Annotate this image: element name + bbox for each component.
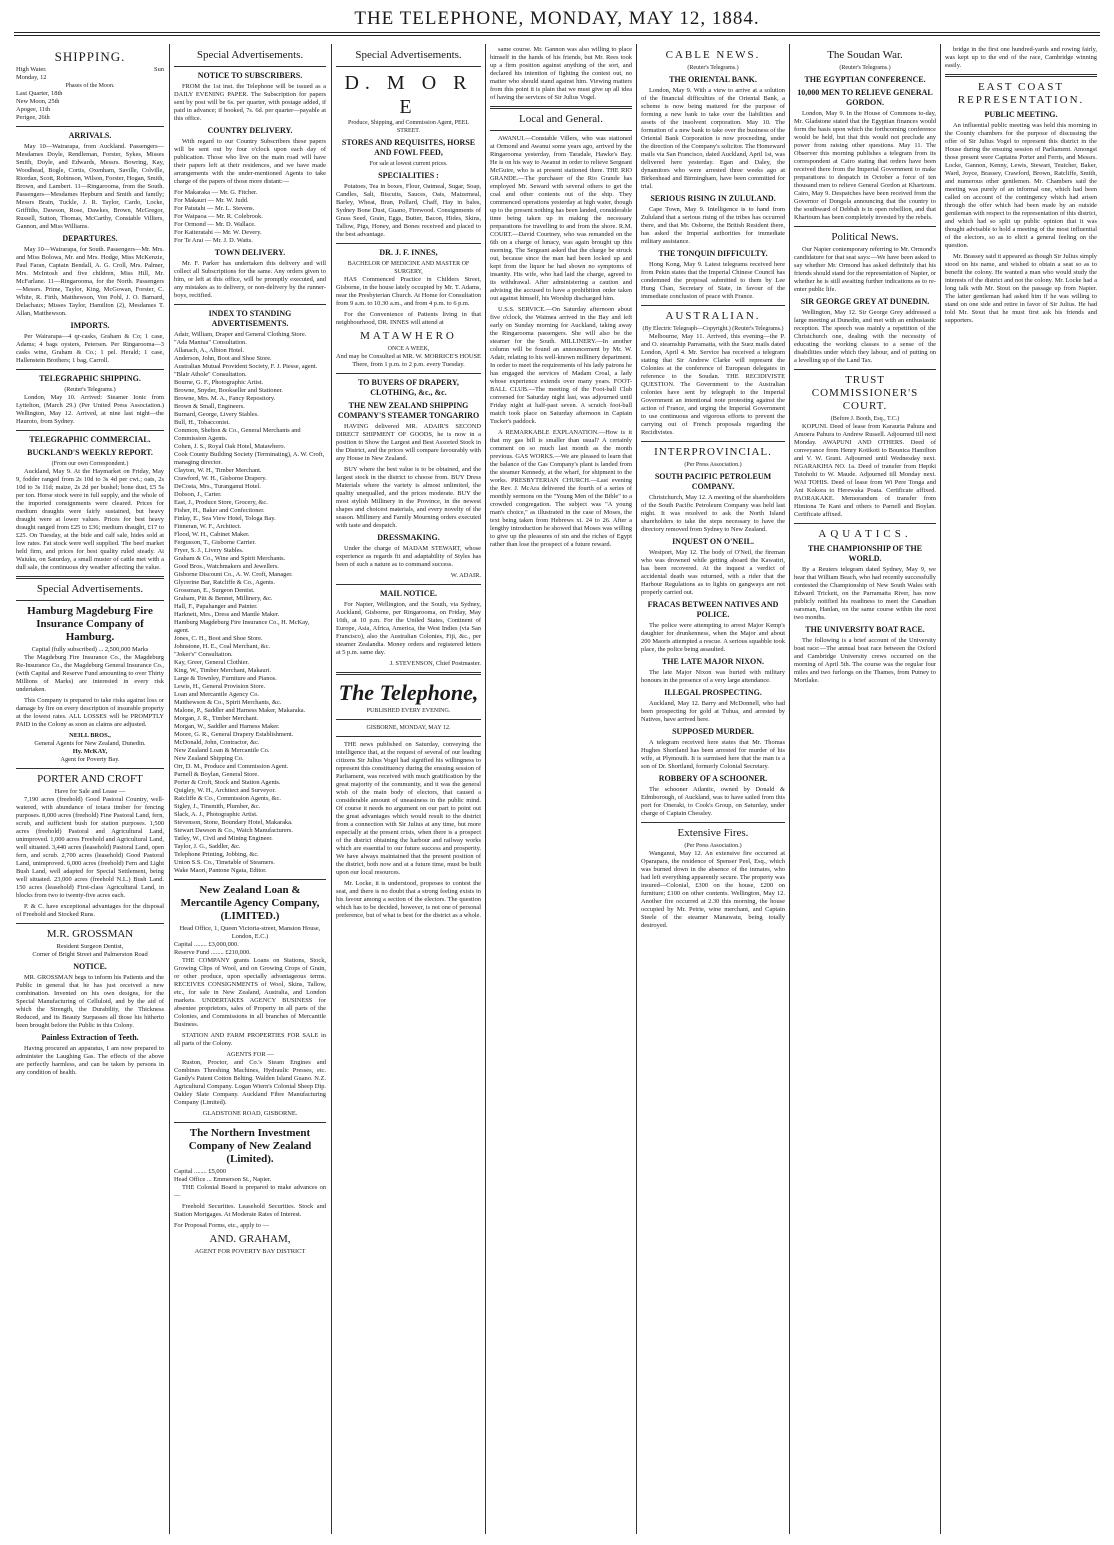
index-item: Stewart Dawson & Co., Watch Manufacturers. bbox=[174, 827, 293, 834]
sir-george-text: Wellington, May 12. Sir George Grey addressed a large meeting at Dunedin, and met with an enthusiastic reception. The speech was mainly a repetition of the Christchurch one, dealing with the necessity of educating the working classes to a sense of the disabilities under which they labour, and of putting on a levelling up of the Land Tax. bbox=[794, 309, 936, 364]
separator bbox=[794, 226, 936, 227]
nzloan-office: Head Office, 1, Queen Victoria-street, Mansion House, London, E.C.) bbox=[179, 925, 321, 940]
index-item: Moore, G. R., General Drapery Establishment. bbox=[174, 731, 294, 738]
column-5 bbox=[641, 46, 785, 1526]
illegal-heading: ILLEGAL PROSPECTING. bbox=[664, 688, 762, 697]
index-item: Wake Maori, Pantone Ngata, Editor. bbox=[174, 867, 267, 874]
leader-text-2: Mr. Locke, it is understood, proposes to contest the seat, and there is no doubt that a strong feeling exists in his favour among a section of the electors. The question which has to be decided, however, is not one of personal preference, but of what is best for the district as a whole. bbox=[336, 880, 481, 919]
special-ads-heading: Special Advertisements. bbox=[196, 49, 304, 61]
local-items-3: A REMARKABLE EXPLANATION.—How is it that my gas bill is smaller than usual? A certainly comment on so much last month as the month previous. GAS WORKS.—We are pleased to learn that the balance of the Gas Company's plant is landed from the steamer Kennedy, at the wharf, for shipment to the works. PRESBYTERIAN CHURCH.—Last evening the Rev. J. McAra delivered the fourth of a series of monthly sermons on the "Young Men of the Bible" to a crowded congregation. The subject was "A young man's choice," as illustrated in the case of Moses, the text being taken from Hebrews xi. 24 to 26. After a lengthy introduction he showed that Moses was willing to give up the pleasures of sin and the riches of Egypt rather than lose the prospect of a future reward. bbox=[490, 429, 632, 548]
innes-text-2: For the Convenience of Patients living in that neighbourhood, DR. INNES will attend at bbox=[336, 311, 481, 326]
innes-title: DR. J. F. INNES, bbox=[379, 248, 438, 257]
dmore-sub: Produce, Shipping, and Commission Agent, PEEL STREET. bbox=[348, 120, 469, 134]
index-item: "Joker's" Consultation. bbox=[174, 651, 233, 658]
tide-table bbox=[16, 66, 164, 74]
south-pacific-heading: SOUTH PACIFIC PETROLEUM COMPANY. bbox=[654, 472, 772, 491]
leader-text: THE news published on Saturday, conveying the intelligence that, at the request of several of our leading citizens Sir Julius Vogel had signified his willingness to represent this constituency during the ensuing session of Parliament, was received with much gratification by the great majority of the community, and it was the general wish of the main body of electors, that caused a considerable amount of uneasiness in the public mind. Of course it needs no argument on our part to point out the great advantages which would result to the district from a connection with Sir Julius at any time, but more especially at the present crisis, when there is a prospect of the district obtaining the harbour and railway works which are essential to our future success and prosperity. We have always maintained that the present position of the district, both now and at a future time, must be built upon our local resources. bbox=[336, 741, 481, 876]
trust-text: KOPUNI. Deed of lease from Karauria Pahura and Amoera Pahura to Andrew Russell. Adjourned till next Monday. AWAPUNI AND OTHERS. Deed of conveyance from Henry Kotikoti to Bounica Hamilton and V. W. Grant. Adjourned until Wednesday next. NGARAKIHA NO. 1a. Deed of transfer from Hepiki Tutohohi to W. Maude. Adjourned till Monday next. WAI TOHIS. Deed of lease from Wi Pere Tonga and Ani Kokora to Herewaka Poata. Certificate affixed. PAORAKAKE. Memorandum of transfer from Himiona Te Kani and others to Parnell and Boylan. Certificate affixed. bbox=[794, 423, 936, 518]
column-1 bbox=[16, 46, 164, 1526]
mail-notice-heading: MAIL NOTICE. bbox=[380, 589, 437, 598]
index-item: Flood, W. H., Cabinet Maker. bbox=[174, 531, 250, 538]
egyptian-conf-heading: THE EGYPTIAN CONFERENCE. bbox=[804, 75, 926, 84]
sir-george-heading: SIR GEORGE GREY AT DUNEDIN. bbox=[800, 297, 930, 306]
east-coast-heading: EAST COAST REPRESENTATION. bbox=[957, 81, 1085, 106]
station-land: STATION AND FARM PROPERTIES FOR SALE in all parts of the Colony. bbox=[174, 1032, 326, 1047]
agent-item: For Makaraka — Mr. G. Fitcher. bbox=[174, 189, 258, 196]
stores-sub: For sale at lowest current prices. bbox=[369, 161, 448, 167]
index-item: Fergusson, T., Gisborne Carrier. bbox=[174, 539, 256, 546]
moon-phases-title: Phases of the Moon. bbox=[65, 83, 115, 89]
separator bbox=[641, 822, 785, 823]
separator bbox=[16, 576, 164, 579]
notice-subscribers-heading: NOTICE TO SUBSCRIBERS. bbox=[197, 71, 303, 80]
index-item: Fryer, S. J., Livery Stables. bbox=[174, 547, 244, 554]
separator bbox=[336, 672, 481, 675]
zululand-heading: SERIOUS RISING IN ZULULAND. bbox=[650, 194, 776, 203]
agents-for-heading: AGENTS FOR — bbox=[226, 1051, 274, 1058]
separator bbox=[641, 305, 785, 306]
fracas-text: The police were attempting to arrest Major Kemp's daughter for drunkenness, when the Major and about 200 Maoris attempted a rescue. A serious squabble took place, the police being assaulted. bbox=[641, 622, 785, 653]
index-item: Porter & Croft, Stock and Station Agents. bbox=[174, 779, 281, 786]
index-item: Kay, Greer, General Clothier. bbox=[174, 659, 249, 666]
imports-text: Per Wairarapa—4 qr-casks, Graham & Co; 1 case, Adams; 4 bags oysters, Petersen. Per Ringarooma—3 casks wine, Graham & Co.; 1 pel. Herald; 1 case, Hallenstein Brothers; 1 bag, Carroll. bbox=[16, 333, 164, 364]
schooner-text: The schooner Atlantic, owned by Donald & Edmborough, of Auckland, was to have sailed from this port for Oneraki, to Cook's Group, on Saturday, under charge of Captain Chessley. bbox=[641, 786, 785, 817]
index-item: Burnard, George, Livery Stables. bbox=[174, 411, 259, 418]
separator bbox=[794, 523, 936, 524]
col4-intro: same course. Mr. Gannon was also willing to place himself in the hands of his friends, but Mr. Rees took up a firm position against anything of the sort, and declared his intention of fighting the contest out, no matter who should stand against him. Viewing matters from this point it is plain that we must give up all idea of having the services of Sir Julius Vogel. bbox=[490, 46, 632, 101]
fracas-heading: FRACAS BETWEEN NATIVES AND POLICE. bbox=[647, 600, 779, 619]
proposal-line: For Proposal Forms, etc., apply to — bbox=[174, 1222, 269, 1229]
separator bbox=[945, 74, 1097, 77]
index-item: New Zealand Shipping Co. bbox=[174, 755, 244, 762]
index-item: Bourne, G. F., Photographic Artist. bbox=[174, 379, 264, 386]
nzloan-capital: Capital ........ £3,000,000. bbox=[174, 941, 239, 948]
index-item: New Zealand Loan & Mercantile Co. bbox=[174, 747, 270, 754]
index-item: Graham & Co., Wine and Spirit Merchants. bbox=[174, 555, 286, 562]
special-ads-heading: Special Advertisements. bbox=[36, 583, 144, 595]
separator bbox=[16, 369, 164, 370]
separator bbox=[16, 923, 164, 924]
imports-heading: IMPORTS. bbox=[70, 321, 110, 330]
index-item: Adair, William, Draper and General Clothing Store. bbox=[174, 331, 307, 338]
index-item: Stevenson, Stone, Boundary Hotel, Makaraka. bbox=[174, 819, 293, 826]
separator bbox=[16, 768, 164, 769]
northern-title: The Northern Investment Company of New Zealand (Limited). bbox=[188, 1127, 312, 1165]
public-meeting-heading: PUBLIC MEETING. bbox=[984, 110, 1058, 119]
hamburg-title: Hamburg Magdeburg Fire Insurance Company of Hamburg. bbox=[27, 605, 153, 643]
index-item: Cook County Building Society (Terminating), A. W. Croft, managing director. bbox=[174, 451, 325, 466]
separator bbox=[490, 130, 632, 131]
column-6 bbox=[794, 46, 936, 1526]
murder-text: A telegram received here states that Mr. Thomas Hughes Shortland has been arrested for murder of his wife, at Plymouth. It is surmised here that the man is a son of Dr. Shortland, formerly Colonial Secretary. bbox=[641, 739, 785, 770]
soudan-text: London, May 9. In the House of Commons to-day, Mr. Gladstone stated that the Egyptian finances would form the basis upon which the forthcoming conference would be held, but that this would not preclude any power from raising other questions. May 11. The Observer this morning publishes a telegram from its correspondent at Cairo stating that orders have been received there from the Imperial Government to make preparations to despatch in October a force of ten thousand men to relieve General Gordon at Khartoum. Cairo, May 9. Despatches have been received from the Governor of Dongola announcing that the country to the southward of Debbah is in open rebellion, and that Khartoum has been completely invested by the rebels. bbox=[794, 110, 936, 221]
fires-text: Wanganui, May 12. An extensive fire occurred at Oparapara, the residence of Spenser Peel, Esq., which was burned down in the absence of the inmates, who had left everything apparently secure. The property was insured—Colonial, £300 on the house, £200 on furniture; £100 on other contents. Wellington, May 12. Another fire occurred at 2.30 this morning, the house occupied by Mr. Petrie, wine merchant, and Captain Steele of the steamer Manawatu, being totally destroyed. bbox=[641, 850, 785, 929]
championship-heading: THE CHAMPIONSHIP OF THE WORLD. bbox=[807, 544, 922, 563]
country-delivery-text: With regard to our Country Subscribers these papers will be sent out by four o'clock upon each day of publication. Those who live on the main road will have their papers left at their residences, and we have made arrangements with the under-mentioned Agents to take charge of the papers of those more distant:— bbox=[174, 138, 326, 185]
separator bbox=[336, 66, 481, 67]
nzshipping-title: THE NEW ZEALAND SHIPPING COMPANY'S STEAMER TONGARIRO bbox=[337, 401, 480, 420]
index-item: Finlay, E., Sea View Hotel, Tologa Bay. bbox=[174, 515, 276, 522]
index-item: "Ada Mantua" Consultation. bbox=[174, 339, 247, 346]
notice-heading: NOTICE. bbox=[73, 962, 107, 971]
buy-lines: BUY where the best value is to be obtained, and the largest stock in the district to choose from. BUY Dress Materials where the variety is almost unlimited, the quality unequalled, and the prices moderate. BUY the most stylish Millinery in the Province, in the newest shapes and choicest materials, and every novelty of the season. Millinery and Family Mourning orders executed with taste and despatch. bbox=[336, 466, 481, 529]
index-item: Bull, H., Tobacconist. bbox=[174, 419, 230, 426]
adair-sig: W. ADAIR. bbox=[450, 572, 481, 579]
mckay: Hy. McKAY, bbox=[72, 748, 108, 755]
illegal-text: Auckland, May 12. Barry and McDonnell, who had been prospecting for gold at Tuhua, and arrested by Natives, have arrived here. bbox=[641, 700, 785, 723]
index-item: Sigley, J., Tinsmith, Plumber, &c. bbox=[174, 803, 261, 810]
agent-item: For Makauri — Mr. W. Judd. bbox=[174, 197, 249, 204]
arrivals-heading: ARRIVALS. bbox=[68, 131, 112, 140]
major-nixon-heading: THE LATE MAJOR NIXON. bbox=[661, 657, 765, 666]
nzloan-reserve: Reserve Fund ........ £210,000. bbox=[174, 949, 251, 956]
cable-source: (Reuter's Telegrams.) bbox=[687, 65, 739, 71]
separator bbox=[794, 369, 936, 370]
index-item: Glycerine Bar, Ratcliffe & Co., Agents. bbox=[174, 579, 275, 586]
graham-name: AND. GRAHAM, bbox=[209, 1233, 291, 1245]
australian-heading: AUSTRALIAN. bbox=[665, 310, 761, 322]
schooner-heading: ROBBERY OF A SCHOONER. bbox=[658, 774, 768, 783]
notice-subscribers-text: FROM the 1st inst. the Telephone will be issued as a DAILY EVENING PAPER. The Subscription for papers sent by post will be 6s. per quarter, with postage added, if paid in advance; if booked, 7s. 6d. per quarter—payable at this office. bbox=[174, 83, 326, 122]
trust-court-heading: TRUST COMMISSIONER'S COURT. bbox=[811, 374, 919, 412]
soudan-heading: The Soudan War. bbox=[827, 49, 903, 61]
index-item: Browne, Mrs. M. A., Fancy Repository. bbox=[174, 395, 276, 402]
dmore-title: D. M O R E bbox=[344, 72, 473, 118]
index-item: "Blair Athole" Consultation. bbox=[174, 371, 247, 378]
column-3 bbox=[336, 46, 481, 1526]
index-item: Large & Townley, Furniture and Pianos. bbox=[174, 675, 277, 682]
ten-thousand-heading: 10,000 MEN TO RELIEVE GENERAL GORDON. bbox=[797, 88, 933, 107]
hamburg-text-2: This Company is prepared to take risks against loss or damage by fire on every description of insurable property at the lowest rates. ALL LOSSES will be PROMPTLY PAID in the Colony as soon as claims are adjusted. bbox=[16, 697, 164, 728]
telegraphic-shipping-heading: TELEGRAPHIC SHIPPING. bbox=[39, 374, 141, 383]
once-week: ONCE A WEEK, bbox=[387, 346, 430, 352]
morrice-time: There, from 1 p.m. to 2 p.m. every Tuesday. bbox=[352, 361, 465, 368]
oriental-bank-heading: THE ORIENTAL BANK. bbox=[669, 75, 757, 84]
local-items: AWANUI.—Constable Villers, who was stationed at Ormond and Awanui some years ago, arrived by the Ringarooma yesterday, from Taradale, Hawke's Bay. He is on his way to Awanui in order to relieve Sergeant McGuire, who is at present stationed there. THE RIO GRANDE.—The purchaser of the Rio Grande has employed Mr. Seward with several others to get the coal and other contents out of the ship. They commenced operations yesterday at high water, though up to the present nothing has been landed, considerable time being taken up in making the necessary preparations for travelling to and from the shore. R.M. COURT.—David Courtney, who was remanded on the 6th on a charge of lunacy, was again brought up this morning. The Sergeant asked that the charge be struck out, because since the man had been locked up and kept from the liquor he had shown no symptoms of insanity. His wife, who had laid the charge, agreed to its withdrawal. After administering a caution and advising the accused to have a prohibition order taken out against himself, his Worship discharged him. bbox=[490, 135, 632, 302]
south-pacific-text: Christchurch, May 12. A meeting of the shareholders of the South Pacific Petroleum Company was held last night. It was resolved to ask the North Island shareholders to take the steps necessary to have the directory removed from Sydney to New Zealand. bbox=[641, 494, 785, 533]
inquest-text: Westport, May 12. The body of O'Neil, the fireman who was drowned while getting aboard the Kawatiri, has been recovered. At the inquest a verdict of accidental death was returned, with a rider that the Harbour Regulations as to lights on gangways are not properly carried out. bbox=[641, 549, 785, 596]
grossman-title: M.R. GROSSMAN bbox=[46, 928, 134, 940]
dressmaking-heading: DRESSMAKING. bbox=[377, 533, 440, 542]
nzloan-title: New Zealand Loan & Mercantile Agency Company, (LIMITED.) bbox=[180, 884, 320, 922]
porter-croft-note: P. & C. have exceptional advantages for the disposal of Freehold and Stocked Runs. bbox=[16, 903, 164, 918]
colonial-list: Freehold Securities. Leasehold Securities. Stock and Station Mortgages. At Moderate Rates of Interest. bbox=[174, 1203, 326, 1218]
northern-office: Head Office ... Emmerson St., Napier. bbox=[174, 1176, 272, 1183]
east-coast-text-2: Mr. Brassey said it appeared as though Sir Julius simply stood on his name, and wished to obtain a seat so as to benefit the colony. He wanted a man who would study the interests of the district and not the colony. Mr. Locke had a long talk with Mr. Stout on the passage up from Napier. The latter gentleman had asked him if he was willing to stand on one side and retire in favor of Sir Julius. He had told Mr. Stout that he must first ask his friends and supporters. bbox=[945, 253, 1097, 324]
buckland-text: Auckland, May 9. At the Haymarket on Friday, May 9, fodder ranged from 2s 10d to 3s 4d per cwt.; oats, 2s 10d to 3s 11d; maize, 2s 2d per bushel; bone dust, £5 5s per ton. Horse stock were in full supply, and the whole of the imported consignments were cleared. Prices for medium draughts were fairly sustained, but heavy draught were at lower values. Prices for best heavy draught ranged from £25 to £36; medium draught, £17 to £25. On Tuesday, at the bide and calf sale, hides sold at low rates. Fat stock were well supplied. The beef market held firm, and prices for best quality ruled steady. At Waiuku, on Saturday, a small muster of cattle met with a dull sale, the continuous dry weather affecting the value. bbox=[16, 468, 164, 571]
fires-heading: Extensive Fires. bbox=[677, 827, 749, 839]
column-divider bbox=[485, 44, 486, 1534]
index-item: Matthewson & Co., Spirit Merchants, &c. bbox=[174, 699, 282, 706]
town-delivery-text: Mr. F. Parker has undertaken this delivery and will collect all Subscriptions for the same. Any orders given to him, or left at this office, will be promptly executed, and any mistakes as to delivery, or non-delivery by the runner-boys, rectified. bbox=[174, 260, 326, 299]
index-item: Common, Shelton & Co., General Merchants and Commission Agents. bbox=[174, 427, 301, 442]
index-item: McDonald, John, Contractor, &c. bbox=[174, 739, 260, 746]
colonial-bank-text: THE Colonial Board is prepared to make advances on— bbox=[174, 1184, 326, 1199]
separator bbox=[174, 66, 326, 67]
agent-item: For Kaiteratahi — Mr. W. Devery. bbox=[174, 229, 262, 236]
morrice: And may be Consulted at MR. W. MORRICE'S HOUSE bbox=[336, 353, 481, 360]
agent-line: GLADSTONE ROAD, GISBORNE. bbox=[202, 1110, 298, 1117]
index-item: Ratcliffe & Co., Commission Agents, &c. bbox=[174, 795, 281, 802]
masthead-rule bbox=[14, 32, 1100, 33]
shipping-heading: SHIPPING. bbox=[54, 49, 126, 64]
index-item: Harknett, Mrs., Dress and Mantle Maker. bbox=[174, 611, 280, 618]
special-ads-heading: Special Advertisements. bbox=[355, 49, 462, 61]
political-heading: Political News. bbox=[831, 231, 899, 243]
nzshipping-text: HAVING delivered MR. ADAIR'S SECOND DIRECT SHIPMENT OF GOODS, he is now in a position to Show the Largest and Best Assorted Stock in the District, and the prices will compare favourably with any House in New Zealand. bbox=[336, 423, 481, 462]
mail-text: For Napier, Wellington, and the South, via Sydney, Auckland, Gisborne, per Ringarooma, on Friday, May 16th, at 10 p.m. For the Uniled States, Continent of Europe, Asia, Africa, America, the West Indies (via San Francisco), also the Australian Colonies, Fiji, &c., per steamer Zealandia. Money orders and registered letters at 5 p.m. same day. bbox=[336, 601, 481, 656]
index-item: Australian Mutual Provident Society, F. J. Piesse, agent. bbox=[174, 363, 318, 370]
hamburg-text: The Magdeburg Fire Insurance Co., the Magdeburg Re-Insurance Co., the Magdeburg General Insurance Co., (with Capital and Reserve Fund amounting to over Thirty Millions of Marks) are interested in every risk undertaken. bbox=[16, 654, 164, 693]
agents-for-text: Ruston, Proctor, and Co.'s Steam Engines and Combines Threshing Machines, Hydraulic Presses, etc. Gandy's Patent Cotton Belting. Walden Island Guano. N.Z. Agricultural Company. Logan Wiern's Colonial Sheep Dip. Oakley Slate Company. Auckland Fibre Manufacturing Company (Limited). bbox=[174, 1059, 326, 1106]
agent-item: For Ormond — Mr. D. Wallace. bbox=[174, 221, 256, 228]
tide-label: High Water. bbox=[16, 66, 47, 73]
separator bbox=[174, 879, 326, 880]
masthead-rule-2 bbox=[14, 35, 1100, 36]
northern-capital: Capital ........ £5,000 bbox=[174, 1168, 227, 1175]
telegraphic-shipping-text: London, May 10. Arrived: Steamer Ionic from Lyttelton, (March 29.) (Per United Press Association.) Wellington, May 12. Arrived, at nine last night—the Hauroto, from Sydney. bbox=[16, 394, 164, 425]
index-item: Quigley, W. H., Architect and Surveyor. bbox=[174, 787, 276, 794]
stores-heading: STORES AND REQUISITES, HORSE AND FOWL FEED, bbox=[341, 138, 476, 157]
index-item: Taylor, J. G., Saddler, &c. bbox=[174, 843, 241, 850]
separator bbox=[336, 736, 481, 737]
index-item: Allanach, A., Albion Hotel. bbox=[174, 347, 245, 354]
index-item: Anderson, John, Boot and Shoe Store. bbox=[174, 355, 272, 362]
aquatics-text: By a Reuters telegram dated Sydney, May 9, we hear that William Beach, who had recently successfully contested the Championship of New South Wales with Edward Trickett, on the Parramatta River, has now publicly notified his readiness to meet the Canadian oarsman, Hanlan, on the same course within the next two months. bbox=[794, 566, 936, 621]
cable-news-heading: CABLE NEWS. bbox=[665, 49, 761, 61]
interprovincial-source: (Per Press Association.) bbox=[684, 462, 742, 468]
separator bbox=[16, 430, 164, 431]
inquest-heading: INQUEST ON O'NEIL. bbox=[672, 537, 754, 546]
index-item: Johnstone, H. E., Coal Merchant, &c. bbox=[174, 643, 271, 650]
separator bbox=[174, 304, 326, 305]
index-item: Malone, P., Saddler and Harness Maker, Makaraka. bbox=[174, 707, 306, 714]
index-item: King, W., Timber Merchant, Makauri. bbox=[174, 667, 272, 674]
column-divider bbox=[789, 44, 790, 1534]
index-item: Browne, Snyder, Bookseller and Stationer. bbox=[174, 387, 283, 394]
sun-label: Sun bbox=[154, 66, 164, 73]
index-item: DeCosta, Mrs., Turanganui Hotel. bbox=[174, 483, 261, 490]
porter-croft-text: 7,190 acres (freehold) Good Pastoral Country, well-watered, with abundance of totara timber for fencing purposes. 8,000 acres (freehold) Fine Pastoral Land, fern, scrub, and sufficient bush for station purposes. 1,500 acres (freehold) Pastoral and Agricultural Land, unimproved. 1,000 acres Freehold and Agricultural Land, well situated. 3,440 acres (leasehold) Pastoral Land, open fern, and scrub. 2,700 acres (leasehold) Good Pastoral Land, unimproved. 6,000 acres (freehold) Fern and Light Bush Land, well adapted for Special Settlement, being well situated. 23,000 acres (freehold N.L.) Bush Land. 150 acres (leasehold) First-class Agricultural Land, in blocks from two to twenty-five acres each. bbox=[16, 796, 164, 899]
index-item: Fisher, H., Baker and Confectioner. bbox=[174, 507, 265, 514]
neill-sub: General Agents for New Zealand, Dunedin. bbox=[34, 740, 146, 747]
murder-heading: SUPPOSED MURDER. bbox=[672, 727, 754, 736]
separator bbox=[336, 373, 481, 374]
telephone-nameplate: The Telephone, bbox=[338, 680, 479, 705]
index-item: Hall, F., Papahanger and Painter. bbox=[174, 603, 258, 610]
agent-item: For Te Arai — Mr. J. D. Watts. bbox=[174, 237, 253, 244]
separator bbox=[16, 600, 164, 601]
major-nixon-text: The late Major Nixon was buried with military honours in the presence of a very large attendance. bbox=[641, 669, 785, 684]
nzloan-text: THE COMPANY grants Loans on Stations, Stock, Growing Clips of Wool, and on Growing Crops of Grain, or other produce, upon specially advantageous terms. RECEIVES CONSIGNMENTS of Wool, Skins, Tallow, etc., for sale in New Zealand, Australia, and London markets. UNDERTAKES AGENCY BUSINESS for absentee proprietors, sales of Property in all parts of the Colonies, and Commissions in all branches of Mercantile Business. bbox=[174, 957, 326, 1028]
cable-text: London, May 9. With a view to arrive at a solution of the financial difficulties of the Oriental Bank, a scheme is now being matured for the purpose of forming a new bank to take over the liabilities and assets of the insolvent corporation. May 10. The formation of a new bank to take over the business of the Oriental Bank Corporation is now proceeding, under the direction of the Company's solicitor. The Homeward mails via San Francisco, dated Auckland, April 1st, was delivered here yesterday. Egan and Daley, the dynamitors who were arrested three weeks ago at Birkenhead and Birmingham, have been committed for trial. bbox=[641, 87, 785, 190]
index-item: East, J., Produce Store, Grocery, &c. bbox=[174, 499, 268, 506]
innes-sub: BACHELOR OF MEDICINE AND MASTER OF SURGERY, bbox=[347, 261, 470, 275]
departures-heading: DEPARTURES. bbox=[62, 234, 118, 243]
separator bbox=[336, 584, 481, 585]
painless-heading: Painless Extraction of Teeth. bbox=[41, 1033, 139, 1042]
boat-race-text: The following is a brief account of the University boat race:—The annual boat race between the Oxford and Cambridge University crews occurred on the morning of April 5th. The course was the regular four miles and two furlongs on the Thames, from Putney to Mortlake. bbox=[794, 637, 936, 684]
separator bbox=[336, 243, 481, 244]
index-item: Parnell & Boylan, General Store. bbox=[174, 771, 259, 778]
interprovincial-heading: INTERPROVINCIAL. bbox=[654, 446, 772, 458]
moon-phase-item: Perigee, 26th bbox=[16, 114, 50, 121]
east-coast-text: An influential public meeting was held this morning in the County chambers for the purpose of discussing the offer of Sir Julius Vogel to represent this district in the House during the ensuing session of Parliament. Amongst those present were Captains Porter and Ferris, and Messrs. Locke, Gannon, Kenny, Lewis, Stewart, Teutcher, Baker, Ward, Joyce, Brassey, Crawford, Brown, Ratcliffe, Smith, and numerous other gentlemen. Mr. Chambers said the meeting was purely of an informal one, which had been called on account of the contingency which had arisen through the offer which had been made by an outside gentleman with respect to the representation of this district, and which had so split up public opinion that it was thought advisable to hold a meeting of the most influential of the electors, so as to elicit a general feeling on the question. bbox=[945, 122, 1097, 249]
index-item: Lewis, H., General Provision Store. bbox=[174, 683, 266, 690]
tonquin-heading: THE TONQUIN DIFFICULTY. bbox=[658, 249, 768, 258]
buckland-source: (From our own Correspondent.) bbox=[51, 461, 129, 467]
index-item: Gisborne Discount Co., A. W. Croft, Manager. bbox=[174, 571, 293, 578]
index-item: Good Bros., Watchmakers and Jewellers. bbox=[174, 563, 279, 570]
published-line: PUBLISHED EVERY EVENING. bbox=[366, 708, 451, 714]
soudan-source: (Reuter's Telegrams.) bbox=[839, 65, 891, 71]
column-divider bbox=[636, 44, 637, 1534]
column-divider bbox=[169, 44, 170, 1534]
index-item: Jones, C. H., Boot and Shoe Store. bbox=[174, 635, 263, 642]
australian-source: (By Electric Telegraph—Copyright.) (Reuter's Telegrams.) bbox=[642, 326, 784, 332]
separator bbox=[641, 441, 785, 442]
grossman-address: Corner of Bright Street and Palmerston Road bbox=[32, 951, 148, 958]
index-item: Finneran, W. F., Architect. bbox=[174, 523, 242, 530]
tide-row: Monday, 12 bbox=[16, 74, 47, 81]
moon-phase-item: New Moon, 25th bbox=[16, 98, 60, 105]
agent-item: For Waipaoa — Mr. R. Colebrook. bbox=[174, 213, 263, 220]
index-item: Crawford, W. H., Gisborne Drapery. bbox=[174, 475, 267, 482]
column-4 bbox=[490, 46, 632, 1526]
specialities-text: Potatoes, Tea in boxes, Flour, Oatmeal, Sugar, Soap, Candles, Salt, Biscuits, Sauces, Oats, Maizemeal, Barley, Wheat, Bran, Pollard, Chaff, Hay in bales, Sydney Bone Dust, Guano, Firewood. Consignments of Grass Seed, Grain, Eggs, Butter, Bacon, Hides, Skins, Tallow, Pigs, Honey, and Bones received and placed to the best advantage. bbox=[336, 183, 481, 238]
local-general-heading: Local and General. bbox=[519, 113, 603, 125]
postmaster: J. STEVENSON, Chief Postmaster. bbox=[389, 660, 481, 667]
column-7 bbox=[945, 46, 1097, 1526]
dressmaking-text: Under the charge of MADAM STEWART, whose experience as regards fit and adaptability of Styles has been of such a nature as to command success. bbox=[336, 545, 481, 568]
zululand-text: Cape Town, May 9. Intelligence is to hand from Zululand that a serious rising of the tribes has occurred there, and that Mr. Osborne, the British Resident there, has asked the Imperial authorities for immediate military assistance. bbox=[641, 206, 785, 245]
graham-sub: AGENT FOR POVERTY BAY DISTRICT bbox=[194, 1248, 306, 1255]
painless-text: Having procured an apparatus, I am now prepared to administer the Laughing Gas. The effects of the above are perfectly harmless, and can be taken by persons in any condition of health. bbox=[16, 1045, 164, 1076]
local-items-2: U.S.S. SERVICE.—On Saturday afternoon about five o'clock, the Waimea arrived in the Bay and left early on Sunday morning for Auckland, taking away the Ringarooma passengers. She will also be the steamer for the South. MILLINERY.—In another column will be found an announcement by Mr. W. Adair, relating to his well-known millinery department. In order to meet the requirements of his lady patrons he has engaged the services of Madam Croal, a lady whose experience extends over many years. FOOT-BALL CLUB.—The meeting of the Foot-ball Club convened for Saturday night last, was adjourned until Friday night at half-past seven. A scratch foot-ball match took place on Saturday afternoon in Captain Tucker's paddock. bbox=[490, 306, 632, 425]
index-item: Orr, D. M., Produce and Commission Agent. bbox=[174, 763, 289, 770]
country-delivery-heading: COUNTRY DELIVERY. bbox=[207, 126, 293, 135]
col7-intro: bridge in the first one hundred-yards and rowing fairly, was kept up to the end of the race, Cambridge winning easily. bbox=[945, 46, 1097, 69]
matawhero: MATAWHERO bbox=[360, 330, 457, 342]
index-item: Brown & Small, Engineers. bbox=[174, 403, 245, 410]
town-delivery-heading: TOWN DELIVERY. bbox=[214, 248, 286, 257]
porter-croft-title: PORTER AND CROFT bbox=[37, 773, 143, 785]
telegraphic-source: (Reuter's Telegrams.) bbox=[64, 387, 116, 393]
masthead: THE TELEPHONE, MONDAY, MAY 12, 1884. bbox=[354, 8, 760, 29]
mckay-sub: Agent for Poverty Bay. bbox=[60, 756, 120, 763]
column-2 bbox=[174, 46, 326, 1526]
separator bbox=[490, 106, 632, 109]
column-divider bbox=[940, 44, 941, 1534]
arrivals-text: May 10—Wairarapa, from Auckland. Passengers—Mesdames Doyle, Rendleman, Forster, Sykes, Misses Smith, Doyle, and Edwards, Messrs. Bowring, Kay, Woodhead, Bogle, Cortis, Oxenham, Saville, Colville, Riordan, Scott, Robinson, Wilson, Forster, Hogan, Smith, Brown, and Lambert. 11—Ringarooma, from the South. Passengers—Mesdames Hepburn and Smith and family; Messrs Brain, Tuckle, J. R. Taylor, Cardo, Locke, Griffiths, Dawson, Rose, Dawkes, Brown, McGregor, Russell, Sutton, Thomas, McCarthy, Constable Villiers, Gannon, and Miss Williams. bbox=[16, 143, 164, 230]
tonquin-text: Hong Kong, May 9. Latest telegrams received here from Pekin states that the Imperial Chinese Council has condemned the proposal submitted to them by Lee Hung Chan, Secretary of State, in favour of the immediate conclusion of peace with France. bbox=[641, 261, 785, 300]
notice-text: MR. GROSSMAN begs to inform his Patients and the Public in general that he has just received a new combination. Invented on his own designs, for the Special Manufacturing of Celluloid, and by the aid of which the Strength, the Durability, the Thickness Reduced, and its Beauty Surpasses all those his hitherto been brought before the Public in this Colony. bbox=[16, 974, 164, 1029]
index-item: Morgan, J. R., Timber Merchant. bbox=[174, 715, 259, 722]
index-item: Slack, A. J., Photographic Artist. bbox=[174, 811, 258, 818]
index-item: Cohen, J. S., Royal Oak Hotel, Matawhero. bbox=[174, 443, 286, 450]
trust-sub: (Before J. Booth, Esq., T.C.) bbox=[830, 416, 900, 422]
index-item: Clayton, W. H., Timber Merchant. bbox=[174, 467, 262, 474]
index-item: Loan and Mercantile Agency Co. bbox=[174, 691, 260, 698]
index-list bbox=[174, 331, 326, 875]
departures-text: May 10—Wairarapa, for South. Passengers—Mr. Mrs. and Miss Bolowa, Mr. and Mrs. Hodge, Miss McKenzie, Paul Faran, Captain Bendall, A. G. Croll, Mrs. Palmer, Mrs. McIntosh and five children, Miss Hill, Mr. McFarlane. 11—Ringarooma, for the North. Passengers—Messrs. Prime, Taylor, King, McGowan, Forster, C. White, R. Firth, Matthewson, Von Pohl, J. O. Barnard, Delachaux; Misses Taylor, Hamilton (2), Mesdames T. Allan, Matthewson. bbox=[16, 246, 164, 317]
hamburg-capital: Capital (fully subscribed) ... 2,500,000 Marks bbox=[31, 646, 149, 653]
innes-text: HAS Commenced Practice in Childers Street, Gisborne, in the house lately occupied by Mr. T. Adams, near the Presbyterian Church. At Home for Consultation from 9 a.m. to 10.30 a.m., and from 4 p.m. to 6 p.m. bbox=[336, 276, 481, 307]
separator bbox=[16, 126, 164, 127]
fires-source: (Per Press Association.) bbox=[684, 843, 742, 849]
buckland-heading: BUCKLAND'S WEEKLY REPORT. bbox=[27, 448, 153, 457]
index-item: Dobson, J., Carter. bbox=[174, 491, 222, 498]
porter-croft-sub: Have for Sale and Lease — bbox=[54, 788, 126, 795]
aquatics-heading: AQUATICS. bbox=[818, 528, 912, 540]
neill-bros: NEILL BROS., bbox=[69, 732, 111, 739]
buyers-heading: TO BUYERS OF DRAPERY, CLOTHING, &c., &c. bbox=[358, 378, 459, 397]
moon-phase-item: Apogee, 11th bbox=[16, 106, 51, 113]
specialities-heading: SPECIALITIES : bbox=[378, 171, 439, 180]
index-item: Graham, Pitt & Bennet, Millinery, &c. bbox=[174, 595, 273, 602]
dateline: GISBORNE, MONDAY, MAY 12. bbox=[366, 725, 451, 731]
telegraphic-commercial-heading: TELEGRAPHIC COMMERCIAL. bbox=[29, 435, 151, 444]
political-text: Our Napier contemporary referring to Mr. Ormond's candidature for that seat says:—We have been asked to say whether Mr. Ormond has asked definitely that his friends should stand for the representation of Napier, or whether he is still awaiting further indications as to re-enter public life. bbox=[794, 246, 936, 293]
moon-phase-item: Last Quarter, 18th bbox=[16, 90, 63, 97]
index-item: Tatley, W., Civil and Mining Engineer. bbox=[174, 835, 273, 842]
agent-item: For Patutahi — Mr. L. Stevens. bbox=[174, 205, 255, 212]
grossman-sub: Resident Surgeon Dentist, bbox=[56, 943, 124, 950]
index-heading: INDEX TO STANDING ADVERTISEMENTS. bbox=[208, 309, 292, 328]
index-item: Morgan, W., Saddler and Harness Maker. bbox=[174, 723, 280, 730]
index-item: Union S.S. Co., Timetable of Steamers. bbox=[174, 859, 275, 866]
index-item: Telephone Printing, Jobbing, &c. bbox=[174, 851, 259, 858]
separator bbox=[174, 1122, 326, 1123]
boat-race-heading: THE UNIVERSITY BOAT RACE. bbox=[805, 625, 925, 634]
australian-text: Melbourne, May 11. Arrived, this evening—the P. and O. steamship Parramatta, with the Suez mails dated London, April 4. Mr. Service has received a telegram stating that Sir Andrew Clarke will represent the Colonies at the conference of European delegates in reference to the Soudan. THE RECIDIVISTE QUESTION. The Government to the Australian colonies have sent by telegraph to the Imperial Government an intentional note protesting against the action of France, and urging the Imperial Government to use continuous and vigorous efforts to prevent the carrying out of French proposals regarding the Recidivistes. bbox=[641, 333, 785, 436]
separator bbox=[336, 719, 481, 720]
index-item: Grossman, E., Surgeon Dentist. bbox=[174, 587, 255, 594]
column-divider bbox=[331, 44, 332, 1534]
index-item: Hamburg Magdeburg Fire Insurance Co., H. McKay, agent. bbox=[174, 619, 310, 634]
